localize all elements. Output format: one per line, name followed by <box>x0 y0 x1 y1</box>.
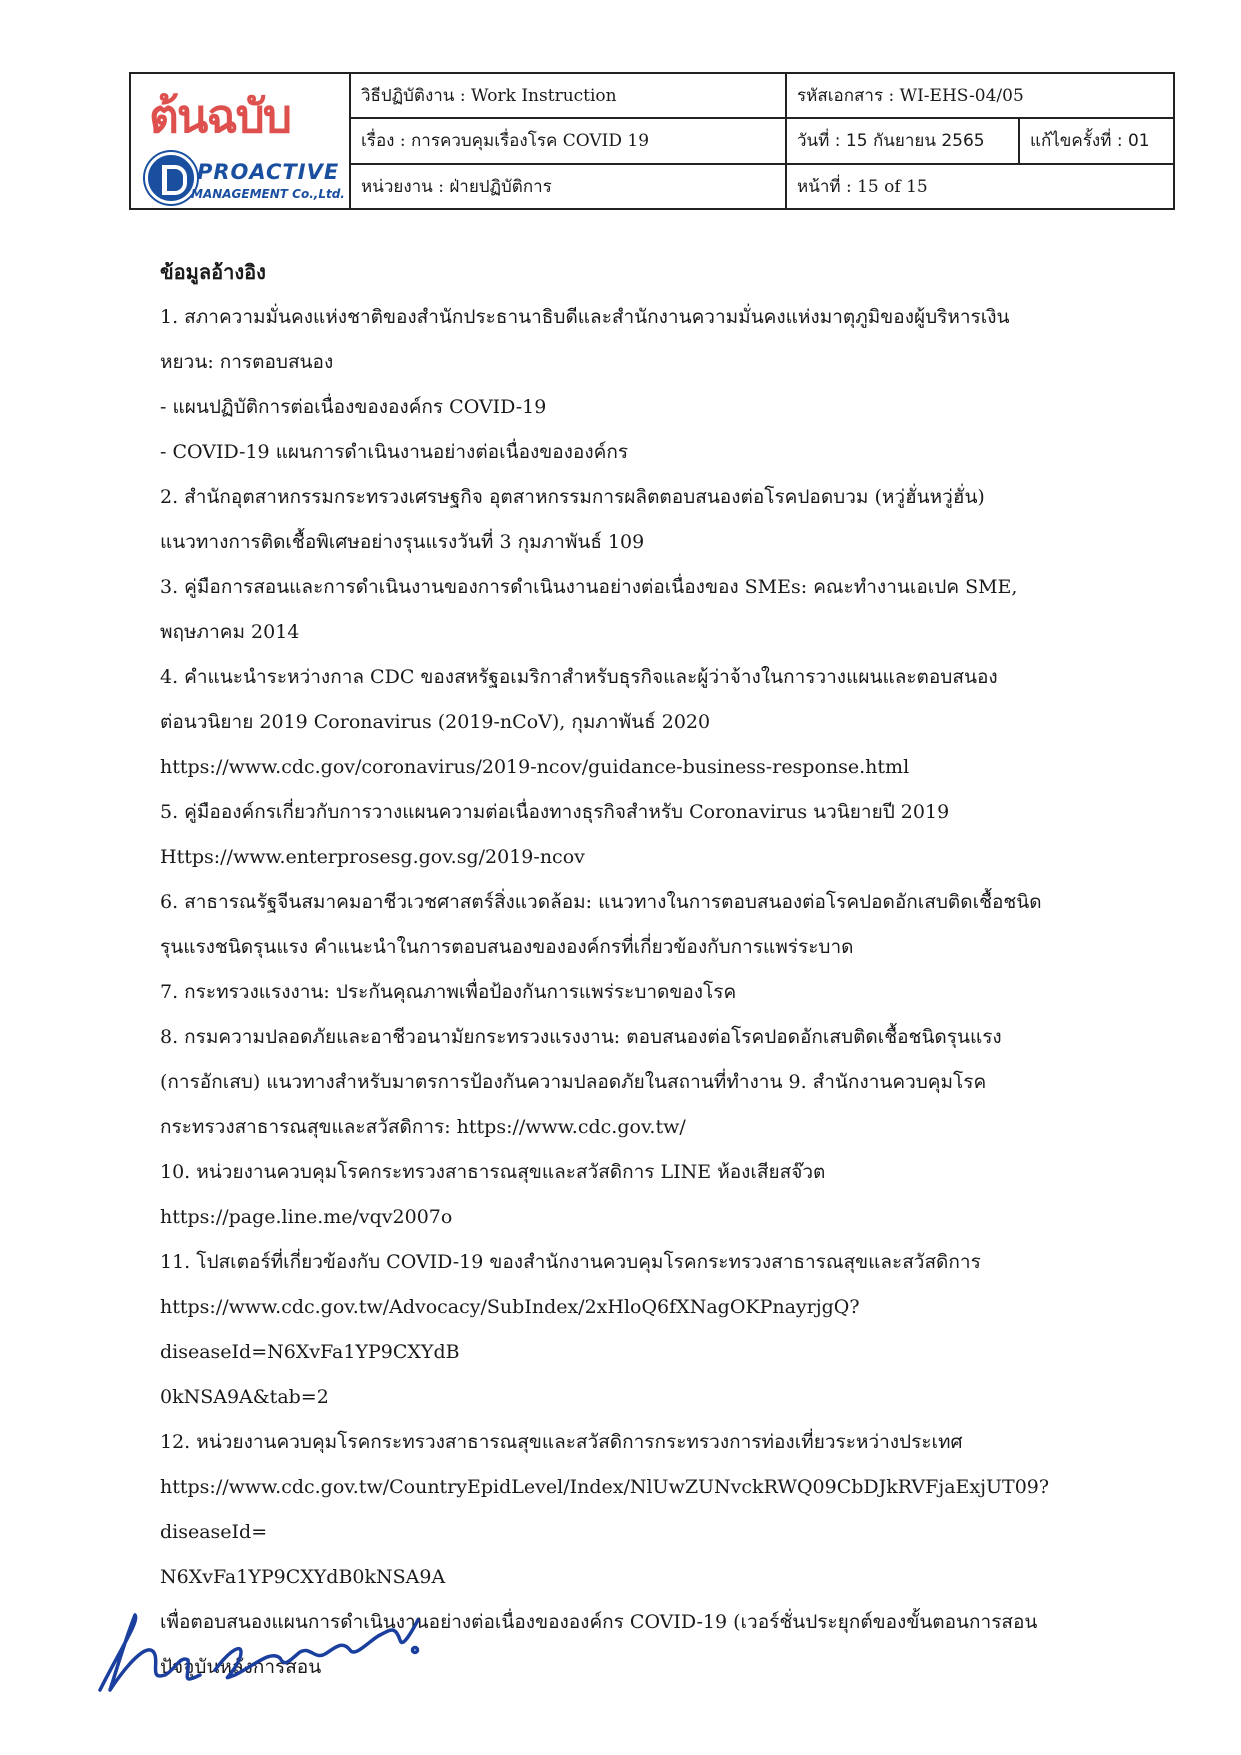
logo-name: PROACTIVE <box>197 160 340 184</box>
document-body <box>160 250 1130 1690</box>
reference-line: ต่อนวนิยาย 2019 Coronavirus (2019-nCoV), กุมภาพันธ์ 2020 <box>160 711 711 733</box>
reference-line: 4. คำแนะนำระหว่างกาล CDC ของสหรัฐอเมริกาสำหรับธุรกิจและผู้ว่าจ้างในการวางแผนและตอบสนอง <box>160 666 998 688</box>
logo-subtitle: MANAGEMENT Co.,Ltd. <box>191 187 345 201</box>
signature <box>80 1580 440 1720</box>
proactive-logo-icon <box>145 152 197 204</box>
reference-line: 6. สาธารณรัฐจีนสมาคมอาชีวเวชศาสตร์สิ่งแวดล้อม: แนวทางในการตอบสนองต่อโรคปอดอักเสบติดเชื้อชนิด <box>160 891 1042 913</box>
reference-line: 5. คู่มือองค์กรเกี่ยวกับการวางแผนความต่อเนื่องทางธุรกิจสำหรับ Coronavirus นวนิยายปี 2019 <box>160 801 950 823</box>
reference-line: พฤษภาคม 2014 <box>160 621 300 643</box>
reference-line: 10. หน่วยงานควบคุมโรคกระทรวงสาธารณสุขและสวัสดิการ LINE ห้องเสียสจ๊วต <box>160 1161 826 1183</box>
reference-line: 1. สภาความมั่นคงแห่งชาติของสำนักประธานาธิบดีและสำนักงานความมั่นคงแห่งมาตุภูมิของผู้บริหารเงิน <box>160 306 1010 328</box>
department: หน่วยงาน : ฝ่ายปฏิบัติการ <box>350 164 786 209</box>
revision-number: แก้ไขครั้งที่ : 01 <box>1019 118 1174 163</box>
section-title: ข้อมูลอ้างอิง <box>160 260 266 284</box>
reference-line: N6XvFa1YP9CXYdB0kNSA9A <box>160 1566 446 1588</box>
reference-line: หยวน: การตอบสนอง <box>160 351 334 373</box>
reference-line: 12. หน่วยงานควบคุมโรคกระทรวงสาธารณสุขและสวัสดิการกระทรวงการท่องเที่ยวระหว่างประเทศ <box>160 1431 963 1453</box>
reference-line: (การอักเสบ) แนวทางสำหรับมาตรการป้องกันความปลอดภัยในสถานที่ทำงาน 9. สำนักงานควบคุมโรค <box>160 1071 987 1093</box>
reference-line: 11. โปสเตอร์ที่เกี่ยวข้องกับ COVID-19 ของสำนักงานควบคุมโรคกระทรวงสาธารณสุขและสวัสดิการ <box>160 1251 981 1273</box>
reference-line: Https://www.enterprosesg.gov.sg/2019-ncov <box>160 846 585 868</box>
original-stamp: ต้นฉบับ <box>149 89 291 143</box>
document-subject: เรื่อง : การควบคุมเรื่องโรค COVID 19 <box>350 118 786 163</box>
reference-line: กระทรวงสาธารณสุขและสวัสดิการ: https://www.cdc.gov.tw/ <box>160 1116 686 1138</box>
reference-line: https://www.cdc.gov.tw/Advocacy/SubIndex/2xHloQ6fXNagOKPnayrjgQ?diseaseId=N6XvFa1YP9CXYdB <box>160 1296 860 1363</box>
reference-line: https://www.cdc.gov/coronavirus/2019-ncov/guidance-business-response.html <box>160 756 910 778</box>
reference-line: 3. คู่มือการสอนและการดำเนินงานของการดำเนินงานอย่างต่อเนื่องของ SMEs: คณะทำงานเอเปค SME, <box>160 576 1018 598</box>
document-date: วันที่ : 15 กันยายน 2565 <box>786 118 1019 163</box>
company-logo-cell <box>130 73 350 209</box>
reference-line: 2. สำนักอุตสาหกรรมกระทรวงเศรษฐกิจ อุตสาหกรรมการผลิตตอบสนองต่อโรคปอดบวม (หวู่ฮั่นหวู่ฮั่น) <box>160 486 985 508</box>
page-number: หน้าที่ : 15 of 15 <box>786 164 1174 209</box>
reference-line: ปัจจุบันหลังการสอน <box>160 1656 322 1678</box>
reference-line: https://page.line.me/vqv2007o <box>160 1206 453 1228</box>
reference-line: รุนแรงชนิดรุนแรง คำแนะนำในการตอบสนองขององค์กรที่เกี่ยวข้องกับการแพร่ระบาด <box>160 936 854 958</box>
company-logo <box>131 74 349 208</box>
reference-line: 0kNSA9A&tab=2 <box>160 1386 329 1408</box>
reference-line: - แผนปฏิบัติการต่อเนื่องขององค์กร COVID-19 <box>160 396 547 418</box>
reference-line: 7. กระทรวงแรงงาน: ประกันคุณภาพเพื่อป้องกันการแพร่ระบาดของโรค <box>160 981 737 1003</box>
document-header-table <box>129 72 1175 210</box>
reference-line: https://www.cdc.gov.tw/CountryEpidLevel/Index/NlUwZUNvckRWQ09CbDJkRVFjaExjUT09?diseaseId= <box>160 1476 1050 1543</box>
reference-line: แนวทางการติดเชื้อพิเศษอย่างรุนแรงวันที่ 3 กุมภาพันธ์ 109 <box>160 531 645 553</box>
reference-line: - COVID-19 แผนการดำเนินงานอย่างต่อเนื่องขององค์กร <box>160 441 629 463</box>
reference-list <box>160 295 1130 1690</box>
reference-line: เพื่อตอบสนองแผนการดำเนินงานอย่างต่อเนื่องขององค์กร COVID-19 (เวอร์ชั่นประยุกต์ของขั้นตอนการสอน <box>160 1611 1038 1633</box>
reference-line: 8. กรมความปลอดภัยและอาชีวอนามัยกระทรวงแรงงาน: ตอบสนองต่อโรคปอดอักเสบติดเชื้อชนิดรุนแรง <box>160 1026 1002 1048</box>
document-code: รหัสเอกสาร : WI-EHS-04/05 <box>786 73 1174 118</box>
procedure-type: วิธีปฏิบัติงาน : Work Instruction <box>350 73 786 118</box>
